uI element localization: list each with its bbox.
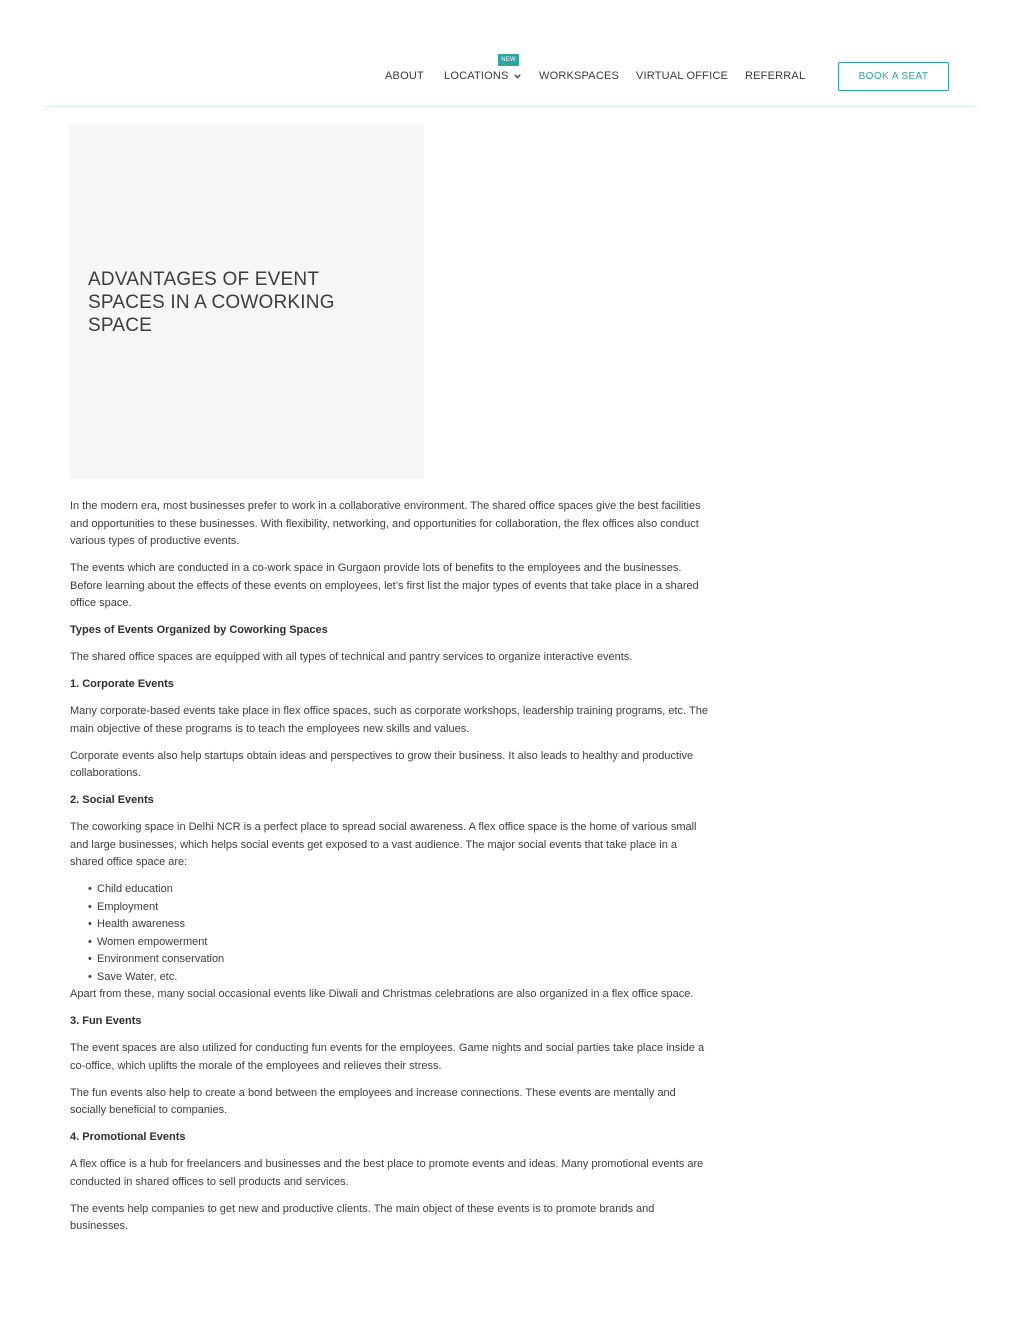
site-header — [46, 0, 977, 107]
social-events-list — [88, 881, 710, 986]
list-item: • Child education — [88, 881, 710, 899]
nav-workspaces[interactable]: WORKSPACES — [539, 70, 620, 82]
nav-about[interactable]: ABOUT — [385, 70, 424, 82]
section-heading: 2. Social Events — [70, 794, 154, 806]
article-paragraph: The events help companies to get new and productive clients. The main object of these events is to promote brands and businesses. — [70, 1202, 655, 1232]
list-item: • Environment conservation — [88, 951, 710, 969]
article-paragraph: A flex office is a hub for freelancers and businesses and the best place to promote events and ideas. Many promotional events are conducted in shared offices to sell products and services. — [70, 1158, 704, 1188]
nav-virtual-office[interactable]: VIRTUAL OFFICE — [636, 70, 729, 82]
new-badge: NEW — [498, 54, 519, 66]
book-a-seat-button[interactable]: BOOK A SEAT — [838, 62, 949, 91]
article-paragraph: Corporate events also help startups obtain ideas and perspectives to grow their business. It also leads to healthy and productive collaborations. — [70, 749, 694, 779]
article-paragraph: The coworking space in Delhi NCR is a perfect place to spread social awareness. A flex office space is the home of various small and large businesses, which helps social events get exposed to a vast audience. The major social events that take place in a shared office space are: — [70, 821, 697, 868]
list-item: • Women empowerment — [88, 934, 710, 952]
hero-banner — [70, 125, 424, 479]
list-item: • Employment — [88, 899, 710, 917]
section-heading: 4. Promotional Events — [70, 1131, 186, 1143]
list-item: • Save Water, etc. — [88, 969, 710, 987]
section-heading: 1. Corporate Events — [70, 678, 174, 690]
article-paragraph: The shared office spaces are equipped with all types of technical and pantry services to organize interactive events. — [70, 651, 633, 663]
section-heading: 3. Fun Events — [70, 1015, 142, 1027]
article-paragraph: The fun events also help to create a bond between the employees and increase connections. These events are mentally and socially beneficial to companies. — [70, 1086, 676, 1116]
article-paragraph: In the modern era, most businesses prefer to work in a collaborative environment. The shared office spaces give the best facilities and opportunities to these businesses. With flexibility, networking, and opportunities for collaboration, the flex offices also conduct various types of productive events. — [70, 500, 701, 547]
nav-locations[interactable] — [444, 68, 521, 84]
article-paragraph: The events which are conducted in a co-work space in Gurgaon provide lots of benefits to the employees and the businesses. Before learning about the effects of these events on employees, let’s first list the major types of events that take place in a shared office space. — [70, 562, 699, 609]
article-paragraph: Apart from these, many social occasional events like Diwali and Christmas celebrations are also organized in a flex office space. — [70, 988, 694, 1000]
article-paragraph: The event spaces are also utilized for conducting fun events for the employees. Game nights and social parties take place inside a co-office, which uplifts the morale of the employees and relieves their stress. — [70, 1042, 705, 1072]
nav-locations-label: LOCATIONS — [444, 70, 509, 82]
chevron-down-icon — [514, 68, 521, 84]
list-item: • Health awareness — [88, 916, 710, 934]
article-paragraph: Many corporate-based events take place in flex office spaces, such as corporate workshops, leadership training programs, etc. The main objective of these programs is to teach the employees new skills and values. — [70, 705, 708, 735]
section-heading: Types of Events Organized by Coworking Spaces — [70, 624, 328, 636]
nav-referral[interactable]: REFERRAL — [745, 70, 806, 82]
page-title: ADVANTAGES OF EVENT SPACES IN A COWORKING SPACE — [88, 269, 335, 336]
article-body — [70, 498, 710, 1245]
